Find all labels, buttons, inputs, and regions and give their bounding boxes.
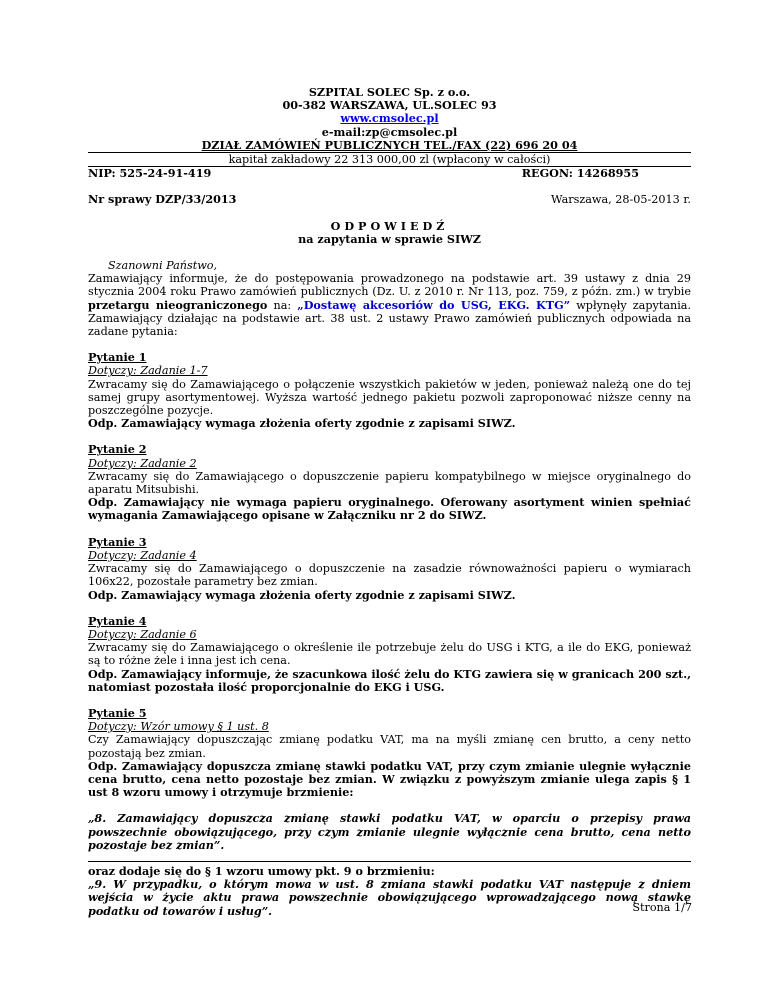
question-text: Czy Zamawiający dopuszczając zmianę podatku VAT, ma na myśli zmianę cen brutto, a ceny netto pozostają bez zmian. <box>88 733 691 760</box>
question-4 <box>88 615 691 694</box>
hospital-address: 00-382 WARSZAWA, UL.SOLEC 93 <box>282 98 497 113</box>
clause-9-text: „9. W przypadku, o którym mowa w ust. 8 zmiana stawki podatku VAT następuje z dniem wejścia w życie aktu prawa powszechnie obowiązującego wprowadzającego nową stawkę podatku od towarów i usług”. <box>88 877 691 918</box>
answer-text: Odp. Zamawiający wymaga złożenia oferty zgodnie z zapisami SIWZ. <box>88 587 516 602</box>
tender-mode: przetargu nieograniczonego <box>88 297 268 312</box>
place-date: Warszawa, 28-05-2013 r. <box>551 193 691 207</box>
case-number: Nr sprawy DZP/33/2013 <box>88 192 237 207</box>
answer-text: Odp. Zamawiający informuje, że szacunkowa ilość żelu do KTG zawiera się w granicach 200 szt., natomiast pozostała ilość proporcjonalnie do EKG i USG. <box>88 666 691 694</box>
answer-text: Odp. Zamawiający nie wymaga papieru oryginalnego. Oferowany asortyment winien spełniać wymagania Zamawiającego opisane w Załączniku nr 2 do SIWZ. <box>88 495 691 523</box>
tax-ids <box>88 167 691 180</box>
intro-paragraph: Zamawiający informuje, że do postępowania prowadzonego na podstawie art. 39 ustawy z dnia 29 stycznia 2004 roku Prawo zamówień publicznych (Dz. U. z 2010 r. Nr 113, poz. 759, z późn. zm.) w trybie przetargu nieograniczonego na: „Dostawę akcesoriów do USG, EKG. KTG” wpłynęły zapytania. Zamawiający działając na podstawie art. 38 ust. 2 ustawy Prawo zamówień publicznych odpowiada na zadane pytania: <box>88 272 691 339</box>
question-heading: Pytanie 4 <box>88 613 147 628</box>
email-address: e-mail:zp@cmsolec.pl <box>321 124 458 139</box>
title-main: ODPOWIEDŹ <box>330 218 449 233</box>
question-5 <box>88 707 691 799</box>
share-capital: kapitał zakładowy 22 313 000,00 zl (wpłacony w całości) <box>228 153 551 167</box>
question-text: Zwracamy się do Zamawiającego o połączenie wszystkich pakietów w jeden, ponieważ należą one do tej samej grupy asortymentowej. Wyższa wartość jednego pakietu pozwoli zaproponować niższe cenny na poszczególne pozycje. <box>88 377 691 418</box>
letterhead <box>88 86 691 152</box>
question-heading: Pytanie 3 <box>88 534 147 549</box>
question-text: Zwracamy się do Zamawiającego o określenie ile potrzebuje żelu do USG i KTG, a ile do EKG, ponieważ są to różne żele i inna jest ich cena. <box>88 641 691 668</box>
hospital-name: SZPITAL SOLEC Sp. z o.o. <box>308 85 471 99</box>
tender-subject: „Dostawę akcesoriów do USG, EKG. KTG” <box>297 297 571 312</box>
question-heading: Pytanie 2 <box>88 442 147 457</box>
question-text: Zwracamy się do Zamawiającego o dopuszczenie papieru kompatybilnego w miejsce oryginalnego do aparatu Mitsubishi. <box>88 469 691 497</box>
answer-text: Odp. Zamawiający dopuszcza zmianę stawki podatku VAT, przy czym zmianie ulegnie wyłącznie cena brutto, cena netto pozostaje bez zmian. W związku z powyższym zmianie ulega zapis § 1 ust 8 wzoru umowy i otrzymuje brzmienie: <box>88 758 691 800</box>
page-number: Strona 1/7 <box>632 901 692 914</box>
department-line: DZIAŁ ZAMÓWIEŃ PUBLICZNYCH TEL./FAX (22) 696 20 04 <box>201 137 578 152</box>
question-concerns: Dotyczy: Zadanie 4 <box>88 548 197 562</box>
document-title <box>88 220 691 246</box>
question-concerns: Dotyczy: Zadanie 6 <box>88 627 197 641</box>
question-1 <box>88 351 691 430</box>
question-concerns: Dotyczy: Zadanie 1-7 <box>88 364 208 378</box>
title-sub: na zapytania w sprawie SIWZ <box>298 231 481 246</box>
document-page <box>88 86 691 918</box>
nip-number: NIP: 525-24-91-419 <box>88 166 212 181</box>
question-concerns: Dotyczy: Wzór umowy § 1 ust. 8 <box>88 720 269 734</box>
website-link[interactable]: www.cmsolec.pl <box>340 111 439 126</box>
question-heading: Pytanie 5 <box>88 705 147 720</box>
answer-text: Odp. Zamawiający wymaga złożenia oferty zgodnie z zapisami SIWZ. <box>88 416 516 431</box>
question-2 <box>88 443 691 522</box>
clause-8-text: „8. Zamawiający dopuszcza zmianę stawki podatku VAT, w oparciu o przepisy prawa powszechnie obowiązującego, przy czym zmianie ulegnie wyłącznie cena brutto, cena netto pozostaje bez zmian”. <box>88 811 691 852</box>
question-text: Zwracamy się do Zamawiającego o dopuszczenie na zasadzie równoważności papieru o wymiarach 106x22, pozostałe parametry bez zmian. <box>88 562 691 589</box>
regon-number: REGON: 14268955 <box>521 166 639 181</box>
case-meta <box>88 193 691 206</box>
question-heading: Pytanie 1 <box>88 350 147 365</box>
addition-intro: oraz dodaje się do § 1 wzoru umowy pkt. 9 o brzmieniu: <box>88 863 435 878</box>
greeting: Szanowni Państwo, <box>108 259 218 273</box>
question-concerns: Dotyczy: Zadanie 2 <box>88 456 197 470</box>
footer-rule <box>88 861 691 862</box>
question-3 <box>88 536 691 602</box>
